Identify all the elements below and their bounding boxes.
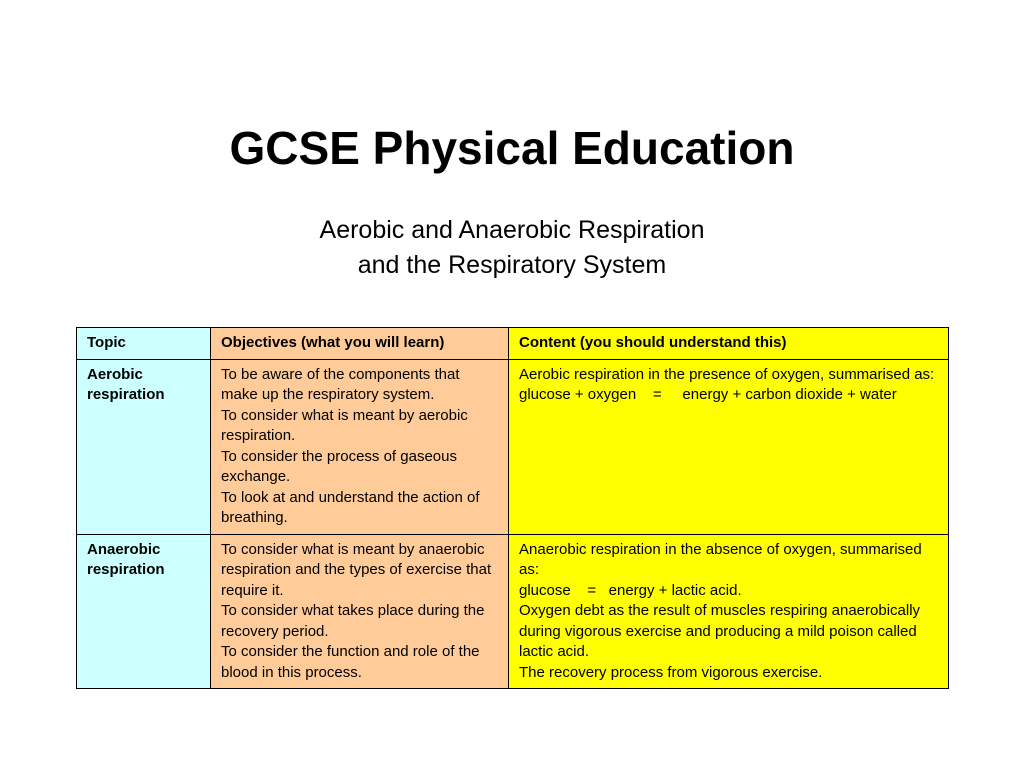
content-cell-aerobic [509,359,949,534]
content-item: Anaerobic respiration in the absence of oxygen, summarised as: [519,540,922,578]
content-item: Aerobic respiration in the presence of oxygen, summarised as: [519,365,935,383]
topic-cell-anaerobic [77,534,211,689]
objective-item: To consider the function and role of the blood in this process. [221,643,480,681]
table-row-anaerobic [77,534,949,689]
topic-text: Aerobic [87,365,143,383]
objective-item: To consider what takes place during the recovery period. [221,602,485,640]
topic-text: Anaerobic [87,540,161,558]
table-header-row [77,328,949,360]
header-topic: Topic [77,328,211,360]
objectives-cell-aerobic [211,359,509,534]
objectives-cell-anaerobic [211,534,509,689]
content-cell-anaerobic [509,534,949,689]
objective-item: To be aware of the components that make up the respiratory system. [221,365,460,403]
slide-title: GCSE Physical Education [229,122,795,174]
objective-item: To consider what is meant by aerobic respiration. [221,406,468,444]
content-equation: glucose + oxygen = energy + carbon dioxide + water [519,386,897,403]
topic-text: respiration [87,386,165,403]
objective-item: To consider the process of gaseous exchange. [221,447,457,485]
slide-subtitle [0,213,1024,283]
content-equation: glucose = energy + lactic acid. [519,581,742,599]
subtitle-line-2: and the Respiratory System [357,251,667,279]
content-item: The recovery process from vigorous exercise. [519,663,823,681]
subtitle-line-1: Aerobic and Anaerobic Respiration [319,216,705,244]
topics-table [76,327,949,689]
topic-text: respiration [87,561,165,578]
objective-item: To consider what is meant by anaerobic respiration and the types of exercise that require it. [221,540,492,599]
header-content: Content (you should understand this) [509,328,949,360]
header-objectives: Objectives (what you will learn) [211,328,509,360]
objective-item: To look at and understand the action of breathing. [221,488,480,526]
topic-cell-aerobic [77,359,211,534]
table-row-aerobic [77,359,949,534]
content-item: Oxygen debt as the result of muscles respiring anaerobically during vigorous exercise and producing a mild poison called lactic acid. [519,602,921,660]
